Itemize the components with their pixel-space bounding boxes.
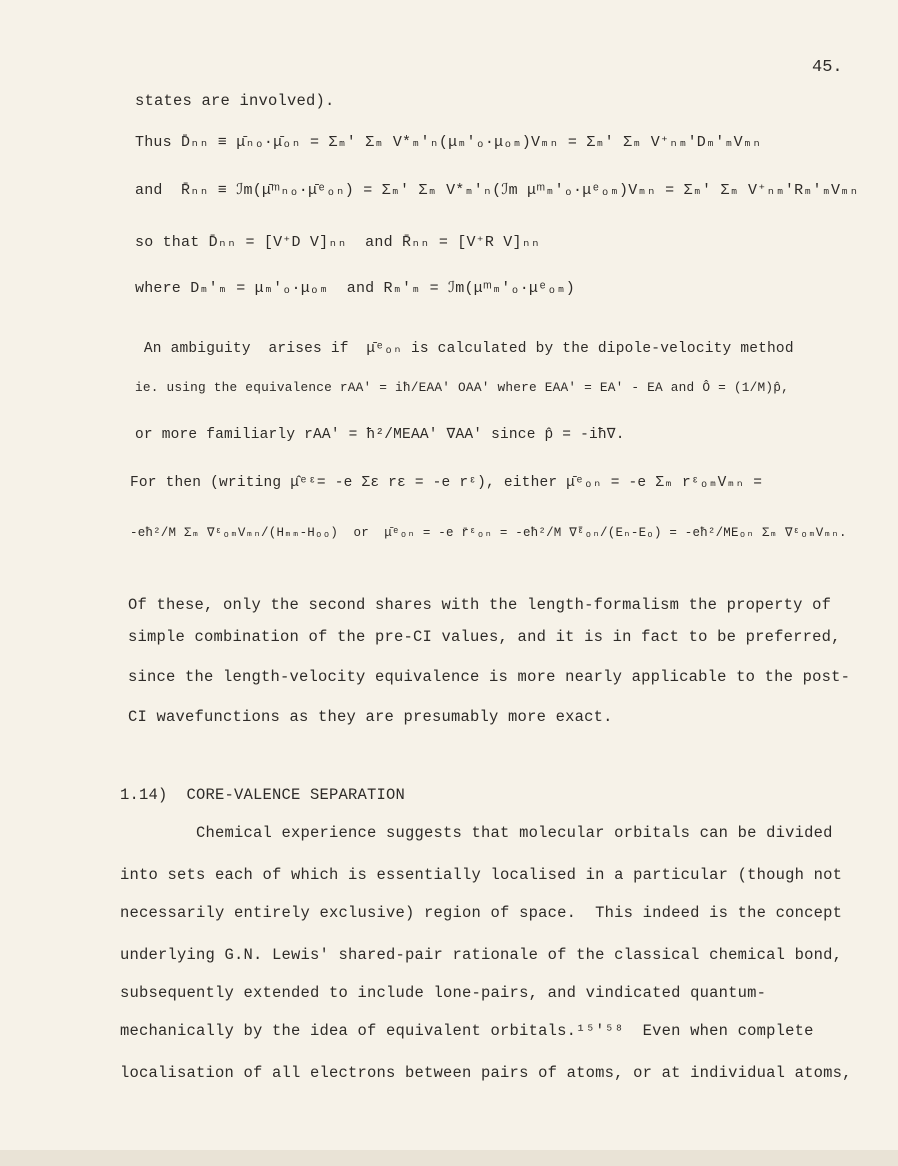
text-line: Chemical experience suggests that molecular orbitals can be divided bbox=[120, 824, 833, 842]
text-line: states are involved). bbox=[135, 92, 335, 110]
text-line: into sets each of which is essentially localised in a particular (though not bbox=[120, 866, 843, 884]
page-number: 45. bbox=[812, 58, 843, 77]
text-line: An ambiguity arises if μ̄ᵉₒₙ is calculated by the dipole-velocity method bbox=[135, 341, 794, 357]
text-line: subsequently extended to include lone-pairs, and vindicated quantum- bbox=[120, 984, 767, 1002]
section-heading: 1.14) CORE-VALENCE SEPARATION bbox=[120, 786, 406, 804]
text-line: since the length-velocity equivalence is more nearly applicable to the post- bbox=[128, 668, 851, 686]
page-edge bbox=[0, 1150, 898, 1166]
equation-line: so that D̄ₙₙ = [V⁺D V]ₙₙ and R̄ₙₙ = [V⁺R V]ₙₙ bbox=[135, 234, 541, 251]
text-line: mechanically by the idea of equivalent orbitals.¹⁵'⁵⁸ Even when complete bbox=[120, 1022, 814, 1040]
equation-line: Thus D̄ₙₙ ≡ μ̄ₙₒ·μ̄ₒₙ = Σₘ' Σₘ V*ₘ'ₙ(μₘ'ₒ·μₒₘ)Vₘₙ = Σₘ' Σₘ V⁺ₙₘ'Dₘ'ₘVₘₙ bbox=[135, 134, 762, 151]
text-line: simple combination of the pre-CI values, and it is in fact to be preferred, bbox=[128, 628, 841, 646]
text-line: For then (writing μ̂ᵉᵋ= -e Σε rε = -e rᵋ), either μ̄ᵉₒₙ = -e Σₘ rᵋₒₘVₘₙ = bbox=[130, 475, 763, 491]
equation-line: and R̄ₙₙ ≡ ℐm(μ̄ᵐₙₒ·μ̄ᵉₒₙ) = Σₘ' Σₘ V*ₘ'ₙ(ℐm μᵐₘ'ₒ·μᵉₒₘ)Vₘₙ = Σₘ' Σₘ V⁺ₙₘ'Rₘ'ₘVₘₙ bbox=[135, 182, 859, 199]
equation-line: -eħ²/M Σₘ ∇ᵋₒₘVₘₙ/(Hₘₘ-Hₒₒ) or μ̄ᵉₒₙ = -e r̄ᵋₒₙ = -eħ²/M ∇̄ᵋₒₙ/(Eₙ-Eₒ) = -eħ²/MEₒₙ Σₘ ∇ᵋₒₘVₘₙ. bbox=[130, 526, 847, 540]
text-line: necessarily entirely exclusive) region of space. This indeed is the concept bbox=[120, 904, 843, 922]
text-line: underlying G.N. Lewis' shared-pair rationale of the classical chemical bond, bbox=[120, 946, 843, 964]
text-line: Of these, only the second shares with the length-formalism the property of bbox=[128, 596, 832, 614]
equation-line: where Dₘ'ₘ = μₘ'ₒ·μₒₘ and Rₘ'ₘ = ℐm(μᵐₘ'ₒ·μᵉₒₘ) bbox=[135, 280, 575, 297]
text-line: or more familiarly rAA' = ħ²/MEAA' ∇AA' since p̂ = -iħ∇. bbox=[135, 427, 625, 443]
text-line: localisation of all electrons between pairs of atoms, or at individual atoms, bbox=[120, 1064, 852, 1082]
text-line: ie. using the equivalence rAA' = iħ/EAA' OAA' where EAA' = EA' - EA and Ô = (1/M)p̂, bbox=[135, 380, 789, 395]
text-line: CI wavefunctions as they are presumably more exact. bbox=[128, 708, 613, 726]
